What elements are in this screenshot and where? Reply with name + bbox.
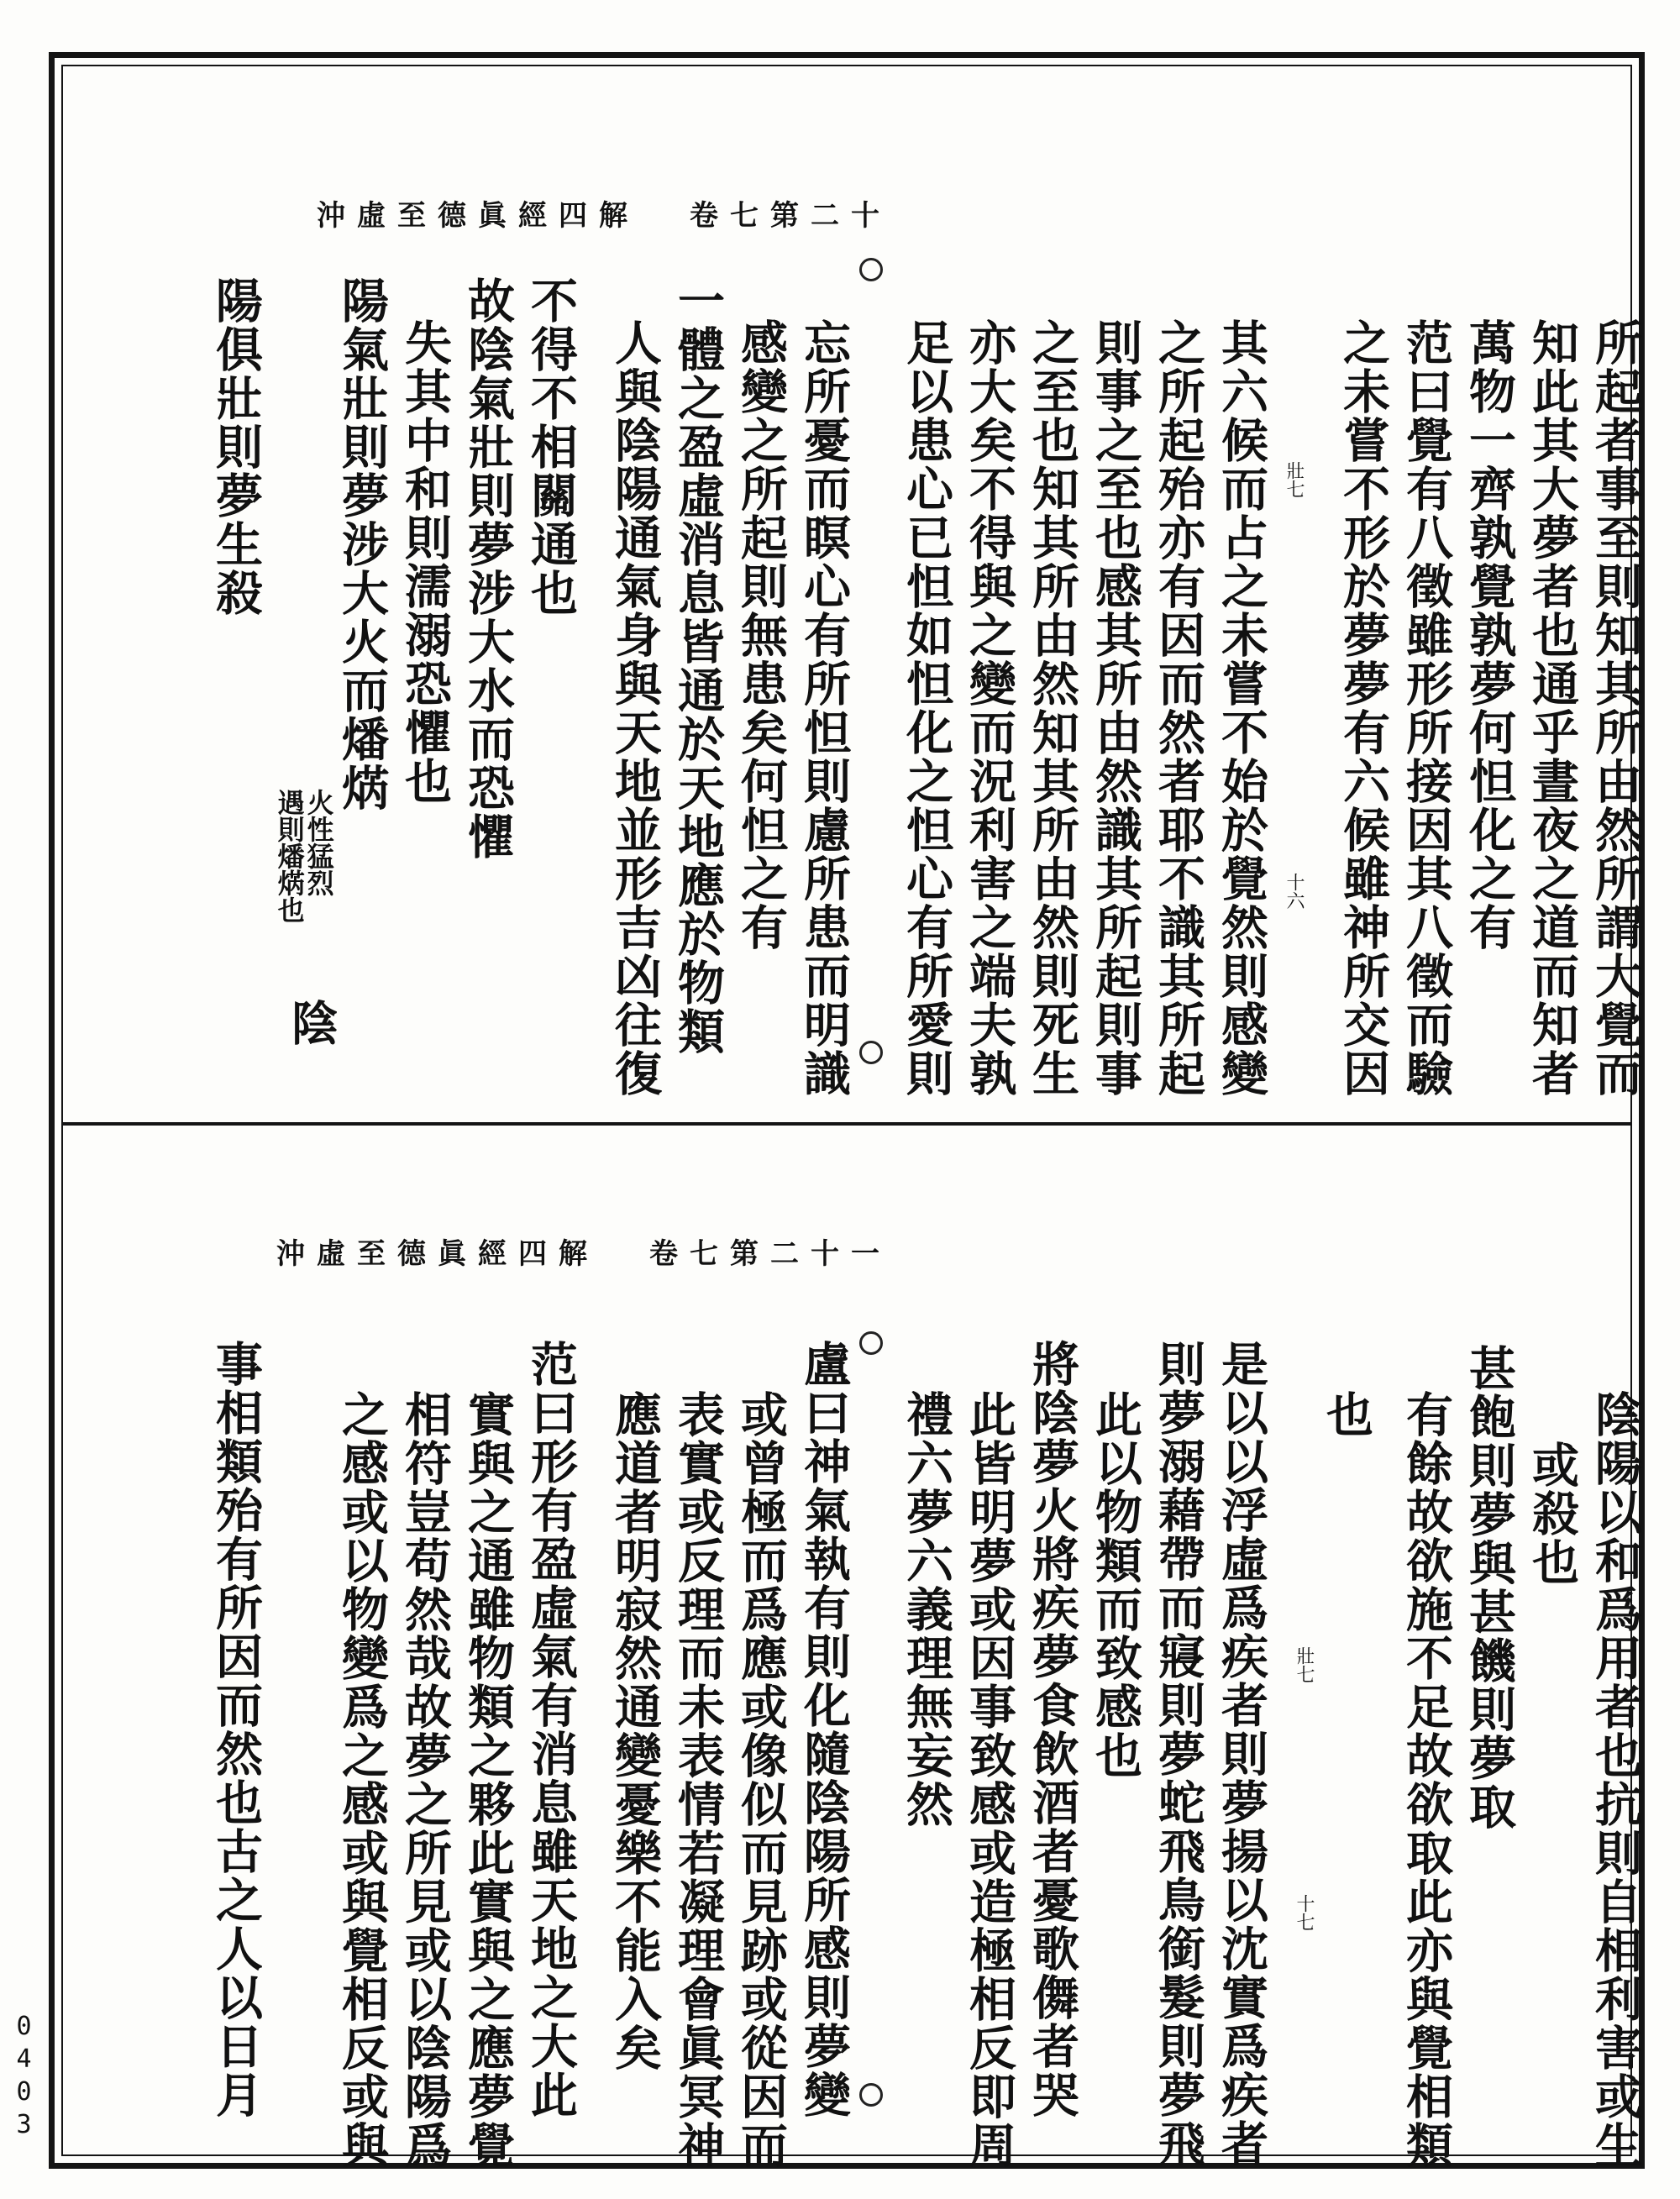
text-column: 應道者明寂然通變憂樂不能入矣 — [607, 1390, 663, 2072]
marginal-mark: 十七 — [1294, 1894, 1315, 1931]
page-number: 0403 — [9, 2012, 39, 2143]
text-column: 或殺也 — [1525, 1441, 1580, 1587]
text-column: 所起者事至則知其所由然所謂大覺而 — [1588, 318, 1643, 1098]
annotation-note: 火性猛烈 — [302, 789, 335, 896]
bottom-header — [276, 1231, 891, 1272]
bottom-header-title: 沖虛至德眞經四解 — [276, 1237, 599, 1271]
top-panel — [63, 66, 1643, 1122]
top-header-title: 沖虛至德眞經四解 — [317, 199, 639, 233]
annotation-note: 遇則燔焫也 — [273, 789, 306, 923]
text-column: 事相類殆有所因而然也古之人以日月 — [208, 1340, 264, 2119]
text-column: 不得不相關通也 — [523, 276, 579, 617]
bottom-panel — [63, 1126, 1643, 2170]
text-column: 則事之至也感其所由然識其所起則事 — [1088, 318, 1143, 1098]
text-column: 甚飽則夢與甚饑則夢取 — [1462, 1344, 1517, 1831]
text-column: 陽氣壯則夢涉大火而燔焫 — [334, 276, 390, 812]
bottom-header-volume: 卷七第二十一 — [649, 1237, 891, 1271]
text-column: 故陰氣壯則夢涉大水而恐懼 — [460, 276, 516, 861]
text-column: 知此其大夢者也通乎晝夜之道而知者 — [1525, 318, 1580, 1098]
text-column: 或曾極而爲應或像似而見跡或從因而 — [733, 1390, 789, 2170]
text-column: 萬物一齊孰覺孰夢何怛化之有 — [1462, 318, 1517, 952]
text-column-tail: 陰 — [284, 999, 339, 1047]
text-column: 相符豈苟然哉故夢之所見或以陰陽爲 — [397, 1390, 453, 2170]
text-column: 之未嘗不形於夢夢有六候雖神所交因 — [1336, 318, 1391, 1098]
text-column: 其六候而占之未嘗不始於覺然則感變 — [1214, 318, 1269, 1098]
text-column: 陰陽以和爲用者也抗則自相利害或生 — [1588, 1390, 1643, 2170]
text-column: 則夢溺藉帶而寢則夢蛇飛鳥銜髮則夢飛 — [1151, 1340, 1206, 2168]
text-column: 表實或反理而未表情若凝理會眞冥神 — [670, 1390, 726, 2170]
text-column: 人與陰陽通氣身與天地並形吉凶往復 — [607, 318, 663, 1098]
text-column: 一體之盈虛消息皆通於天地應於物類 — [670, 276, 726, 1056]
marginal-mark: 壯七 — [1294, 1646, 1315, 1683]
text-column: 范曰覺有八徵雖形所接因其八徵而驗 — [1399, 318, 1454, 1098]
text-column: 失其中和則濡溺恐懼也 — [397, 318, 453, 806]
circle-mark — [859, 2083, 883, 2107]
text-column: 忘所憂而瞑心有所怛則慮所患而明識 — [796, 318, 852, 1098]
marginal-mark: 壯七 — [1284, 461, 1305, 498]
text-column: 之感或以物變爲之感或與覺相反或與 — [334, 1390, 390, 2170]
text-column: 將陰夢火將疾夢食飲酒者憂歌儛者哭 — [1025, 1340, 1080, 2119]
text-column: 此皆明夢或因事致感或造極相反即周 — [962, 1390, 1017, 2170]
text-column: 之至也知其所由然知其所由然則死生 — [1025, 318, 1080, 1098]
text-column: 足以患心已怛如怛化之怛心有所愛則 — [899, 318, 954, 1098]
text-column: 有餘故欲施不足故欲取此亦與覺相類 — [1399, 1390, 1454, 2170]
panel-divider — [63, 1122, 1630, 1126]
text-column: 是以以浮虛爲疾者則夢揚以沈實爲疾者 — [1214, 1340, 1269, 2168]
text-column: 實與之通雖物類之夥此實與之應夢覺 — [460, 1390, 516, 2170]
marginal-mark: 十六 — [1284, 873, 1305, 910]
top-header — [317, 192, 891, 234]
text-column: 也 — [1319, 1390, 1374, 1439]
text-column: 此以物類而致感也 — [1088, 1390, 1143, 1780]
circle-mark — [859, 1331, 883, 1355]
page-border — [49, 52, 1645, 2169]
text-column: 陽俱壯則夢生殺 — [208, 276, 264, 617]
circle-mark — [859, 258, 883, 281]
text-column: 禮六夢六義理無妄然 — [899, 1390, 954, 1829]
text-column: 范曰形有盈虛氣有消息雖天地之大此 — [523, 1340, 579, 2119]
circle-mark — [859, 1041, 883, 1064]
inner-border — [61, 65, 1643, 2170]
text-column: 亦大矣不得與之變而況利害之端夫孰 — [962, 318, 1017, 1098]
top-header-volume: 卷七第二十 — [690, 199, 891, 233]
text-column: 感變之所起則無患矣何怛之有 — [733, 318, 789, 952]
text-column: 之所起殆亦有因而然者耶不識其所起 — [1151, 318, 1206, 1098]
text-column: 盧曰神氣執有則化隨陰陽所感則夢變 — [796, 1340, 852, 2119]
